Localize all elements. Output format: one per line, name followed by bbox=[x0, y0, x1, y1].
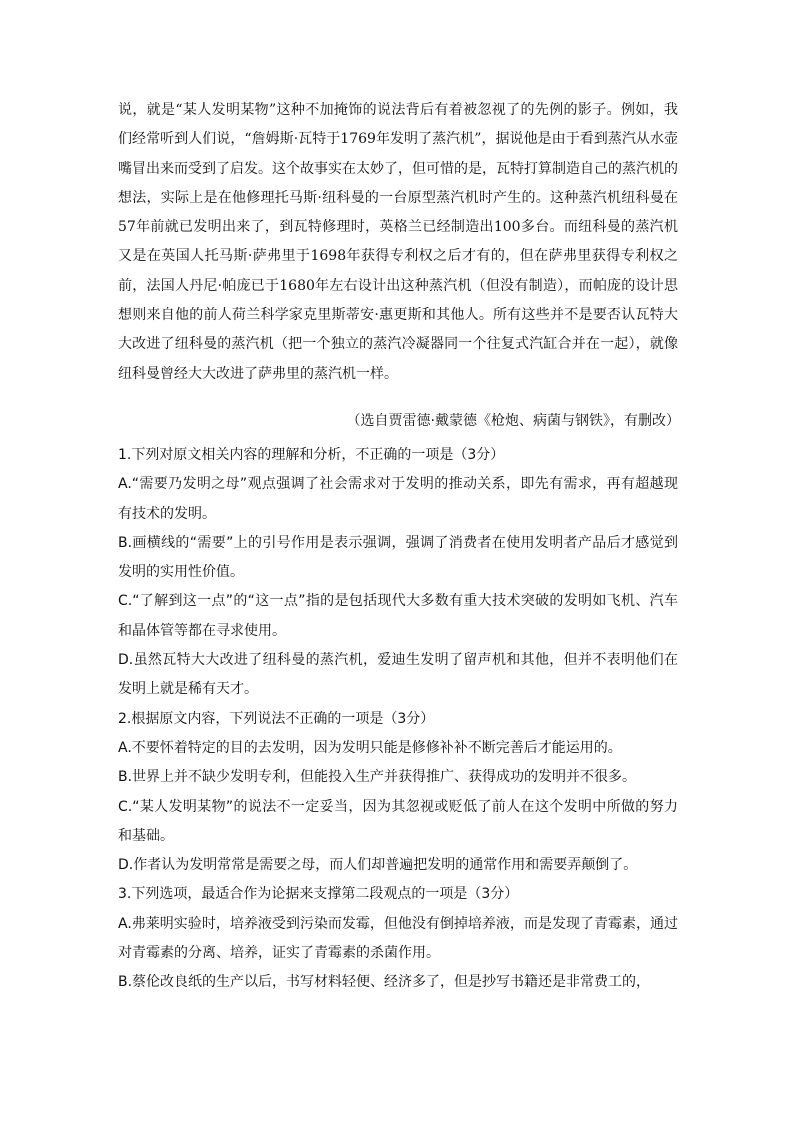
question-stem: 2.根据原文内容，下列说法不正确的一项是（3分） bbox=[118, 710, 435, 727]
question-2 bbox=[118, 705, 678, 881]
question-1 bbox=[118, 441, 678, 705]
option-c: C.“某人发明某物”的说法不一定妥当，因为其忽视或贬低了前人在这个发明中所做的努力和基础。 bbox=[118, 798, 678, 844]
reading-passage bbox=[118, 96, 678, 389]
question-stem: 3.下列选项，最适合作为论据来支撑第二段观点的一项是（3分） bbox=[118, 886, 519, 903]
passage-paragraph: 说，就是“某人发明某物”这种不加掩饰的说法背后有着被忽视了的先例的影子。例如，我们经常听到人们说，“詹姆斯·瓦特于1769年发明了蒸汽机”，据说他是由于看到蒸汽从水壶嘴冒出来而受到了启发。这个故事实在太妙了，但可惜的是，瓦特打算制造自己的蒸汽机的想法，实际上是在他修理托马斯·纽科曼的一台原型蒸汽机时产生的。这种蒸汽机纽科曼在57年前就已发明出来了，到瓦特修理时，英格兰已经制造出100多台。而纽科曼的蒸汽机又是在英国人托马斯·萨弗里于1698年获得专利权之后才有的，但在萨弗里获得专利权之前，法国人丹尼·帕庞已于1680年左右设计出这种蒸汽机（但没有制造），而帕庞的设计思想则来自他的前人荷兰科学家克里斯蒂安·惠更斯和其他人。所有这些并不是要否认瓦特大大改进了纽科曼的蒸汽机（把一个独立的蒸汽冷凝器同一个往复式汽缸合并在一起），就像纽科曼曾经大大改进了萨弗里的蒸汽机一样。 bbox=[118, 102, 678, 382]
option-b: B.世界上并不缺少发明专利，但能投入生产并获得推广、获得成功的发明并不很多。 bbox=[118, 769, 637, 786]
passage-source: （选自贾雷德·戴蒙德《枪炮、病菌与钢铁》，有删改） bbox=[346, 413, 680, 429]
option-d: D.虽然瓦特大大改进了纽科曼的蒸汽机，爱迪生发明了留声机和其他，但并不表明他们在发明上就是稀有天才。 bbox=[118, 652, 678, 698]
question-3 bbox=[118, 880, 678, 997]
option-a: A.弗莱明实验时，培养液受到污染而发霉，但他没有倒掉培养液，而是发现了青霉素，通过对青霉素的分离、培养，证实了青霉素的杀菌作用。 bbox=[118, 915, 678, 962]
question-stem: 1.下列对原文相关内容的理解和分析，不正确的一项是（3分） bbox=[118, 447, 505, 463]
option-b: B.蔡伦改良纸的生产以后，书写材料轻便、经济多了，但是抄写书籍还是非常费工的， bbox=[118, 974, 651, 991]
option-a: A.“需要乃发明之母”观点强调了社会需求对于发明的推动关系，即先有需求，再有超越现有技术的发明。 bbox=[118, 476, 678, 522]
question-list bbox=[118, 441, 678, 998]
option-d: D.作者认为发明常常是需要之母，而人们却普遍把发明的通常作用和需要弄颠倒了。 bbox=[118, 857, 638, 874]
option-a: A.不要怀着特定的目的去发明，因为发明只能是修修补补不断完善后才能运用的。 bbox=[118, 739, 622, 756]
option-b: B.画横线的“需要”上的引号作用是表示强调，强调了消费者在使用发明者产品后才感觉到发明的实用性价值。 bbox=[118, 534, 678, 581]
option-c: C.“了解到这一点”的“这一点”指的是包括现代大多数有重大技术突破的发明如飞机、汽车和晶体管等都在寻求使用。 bbox=[118, 593, 678, 639]
